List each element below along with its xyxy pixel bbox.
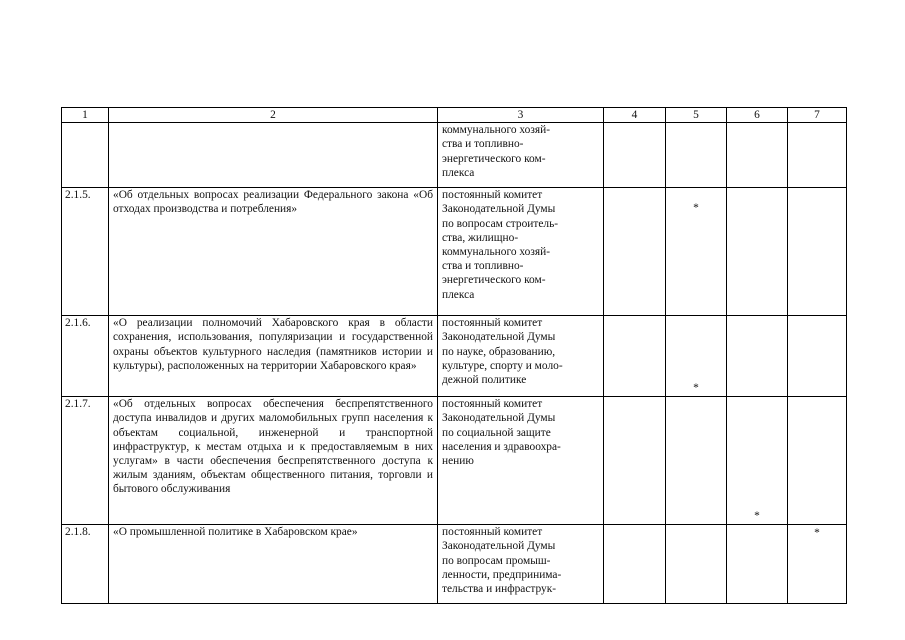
mark-col-7 xyxy=(788,525,847,604)
responsible-committee: постоянный комитет Законодательной Думы по вопросам строитель- ства, жилищно- коммунального хозяй- ства и топливно- энергетического ком- плекса xyxy=(438,188,604,316)
mark-col-7 xyxy=(788,188,847,316)
responsible-committee: постоянный комитет Законодательной Думы по социальной защите населения и здравоохра- нению xyxy=(438,397,604,525)
item-title: «О реализации полномочий Хабаровского края в области сохранения, использования, популяризации и государственной охраны объектов культурного наследия (памятников истории и культуры), расположенных на территории Хабаровского края» xyxy=(109,316,438,397)
mark-col-5 xyxy=(666,188,727,316)
header-row xyxy=(62,108,847,123)
mark: * xyxy=(754,510,760,523)
mark: * xyxy=(693,382,699,395)
header-col-1: 1 xyxy=(62,108,109,123)
mark-col-5 xyxy=(666,123,727,188)
mark-col-6 xyxy=(727,525,788,604)
mark-col-6 xyxy=(727,123,788,188)
mark-col-4 xyxy=(604,397,666,525)
header-col-5: 5 xyxy=(666,108,727,123)
table-row xyxy=(62,316,847,397)
mark-col-5 xyxy=(666,397,727,525)
plan-table xyxy=(61,107,847,604)
header-col-7: 7 xyxy=(788,108,847,123)
mark-col-4 xyxy=(604,316,666,397)
header-col-4: 4 xyxy=(604,108,666,123)
header-col-2: 2 xyxy=(109,108,438,123)
mark-col-5 xyxy=(666,525,727,604)
mark-col-7 xyxy=(788,397,847,525)
mark-col-6 xyxy=(727,188,788,316)
item-number xyxy=(62,123,109,188)
mark-col-6 xyxy=(727,316,788,397)
responsible-committee: постоянный комитет Законодательной Думы по вопросам промыш- ленности, предпринима- тельства и инфраструк- xyxy=(438,525,604,604)
mark-col-4 xyxy=(604,188,666,316)
table-row xyxy=(62,188,847,316)
responsible-committee: постоянный комитет Законодательной Думы по науке, образованию, культуре, спорту и моло- дежной политике xyxy=(438,316,604,397)
header-col-3: 3 xyxy=(438,108,604,123)
item-title: «Об отдельных вопросах реализации Федерального закона «Об отходах производства и потребления» xyxy=(109,188,438,316)
mark-col-4 xyxy=(604,123,666,188)
table-row xyxy=(62,397,847,525)
item-number: 2.1.5. xyxy=(62,188,109,316)
item-title xyxy=(109,123,438,188)
mark-col-5 xyxy=(666,316,727,397)
item-title: «О промышленной политике в Хабаровском крае» xyxy=(109,525,438,604)
mark: * xyxy=(814,527,820,540)
mark-col-7 xyxy=(788,316,847,397)
responsible-committee: коммунального хозяй- ства и топливно- энергетического ком- плекса xyxy=(438,123,604,188)
mark: * xyxy=(693,202,699,215)
header-col-6: 6 xyxy=(727,108,788,123)
table-row xyxy=(62,123,847,188)
item-number: 2.1.7. xyxy=(62,397,109,525)
item-number: 2.1.8. xyxy=(62,525,109,604)
item-title: «Об отдельных вопросах обеспечения беспрепятственного доступа инвалидов и других маломобильных групп населения к объектам социальной, инженерной и транспортной инфраструктур, к местам отдыха и к предоставляемым в них услугам» в части обеспечения беспрепятственного доступа к жилым зданиям, объектам общественного питания, торговли и бытового обслуживания xyxy=(109,397,438,525)
mark-col-4 xyxy=(604,525,666,604)
mark-col-6 xyxy=(727,397,788,525)
table-row xyxy=(62,525,847,604)
mark-col-7 xyxy=(788,123,847,188)
item-number: 2.1.6. xyxy=(62,316,109,397)
